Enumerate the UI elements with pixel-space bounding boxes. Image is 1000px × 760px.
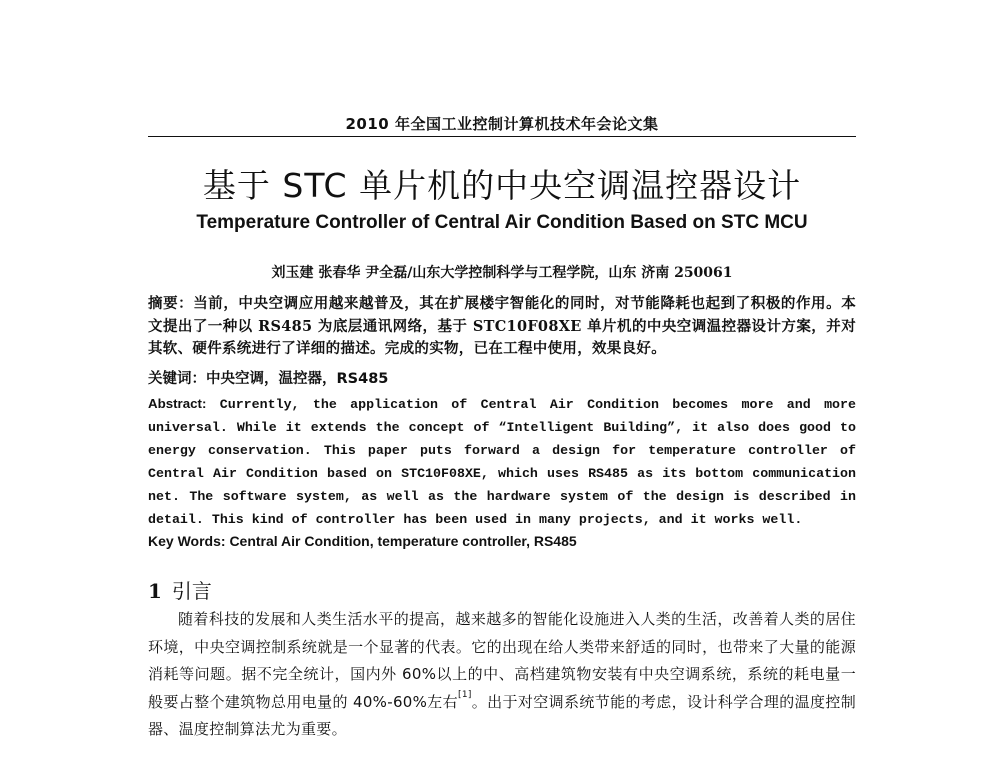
title-english: Temperature Controller of Central Air Condition Based on STC MCU — [196, 212, 808, 233]
header-rule — [148, 136, 856, 137]
title-chinese: 基于 STC 单片机的中央空调温控器设计 — [202, 166, 802, 205]
keywords-english-text: Central Air Condition, temperature controller, RS485 — [229, 533, 577, 549]
keywords-english — [148, 530, 856, 552]
abstract-english-text: Currently, the application of Central Air Condition becomes more and more universal. While it extends the concept of “Intelligent Building”, it also does good to energy conservation. This paper puts forward a design for temperature controller of Central Air Condition based on STC10F08XE, which uses RS485 as its bottom communication net. The software system, as well as the hardware system of the design is described in detail. This kind of controller has been used in many projects, and it works well. — [148, 397, 856, 527]
running-header: 2010 年全国工业控制计算机技术年会论文集 — [345, 115, 659, 133]
abstract-english — [148, 392, 856, 531]
authors-affiliation: 刘玉建 张春华 尹全磊/山东大学控制科学与工程学院，山东 济南 250061 — [271, 265, 733, 281]
abstract-english-label: Abstract: — [148, 396, 207, 411]
keywords-chinese-text: 中央空调，温控器，RS485 — [206, 371, 389, 387]
abstract-chinese-text: 当前，中央空调应用越来越普及，其在扩展楼宇智能化的同时，对节能降耗也起到了积极的作用。本文提出了一种以 RS485 为底层通讯网络，基于 STC10F08XE 单片机的中央空调温控器设计方案，并对其软、硬件系统进行了详细的描述。完成的实物，已在工程中使用，效果良好。 — [148, 295, 856, 357]
paragraph-text-part2: 。出于对空调系统节能的考虑，设计科学合理的温度控制器、温度控制算法尤为重要。 — [148, 692, 856, 738]
section-number: 1 — [148, 579, 162, 603]
section-paragraph — [148, 606, 856, 744]
paragraph-text-part1: 随着科技的发展和人类生活水平的提高，越来越多的智能化设施进入人类的生活，改善着人类的居住环境，中央空调控制系统就是一个显著的代表。它的出现在给人类带来舒适的同时，也带来了大量的能源消耗等问题。据不完全统计，国内外 60%以上的中、高档建筑物安装有中央空调系统，系统的耗电量一般要占整个建筑物总用电量的 40%-60%左右 — [148, 610, 856, 711]
keywords-english-label: Key Words: — [148, 533, 226, 549]
abstract-chinese-label: 摘要： — [148, 296, 194, 312]
section-heading — [148, 575, 212, 604]
abstract-chinese — [148, 293, 856, 361]
keywords-chinese-label: 关键词： — [148, 371, 206, 387]
section-title: 引言 — [171, 579, 212, 603]
keywords-chinese — [148, 368, 856, 390]
citation-ref[interactable]: [1] — [458, 689, 472, 700]
